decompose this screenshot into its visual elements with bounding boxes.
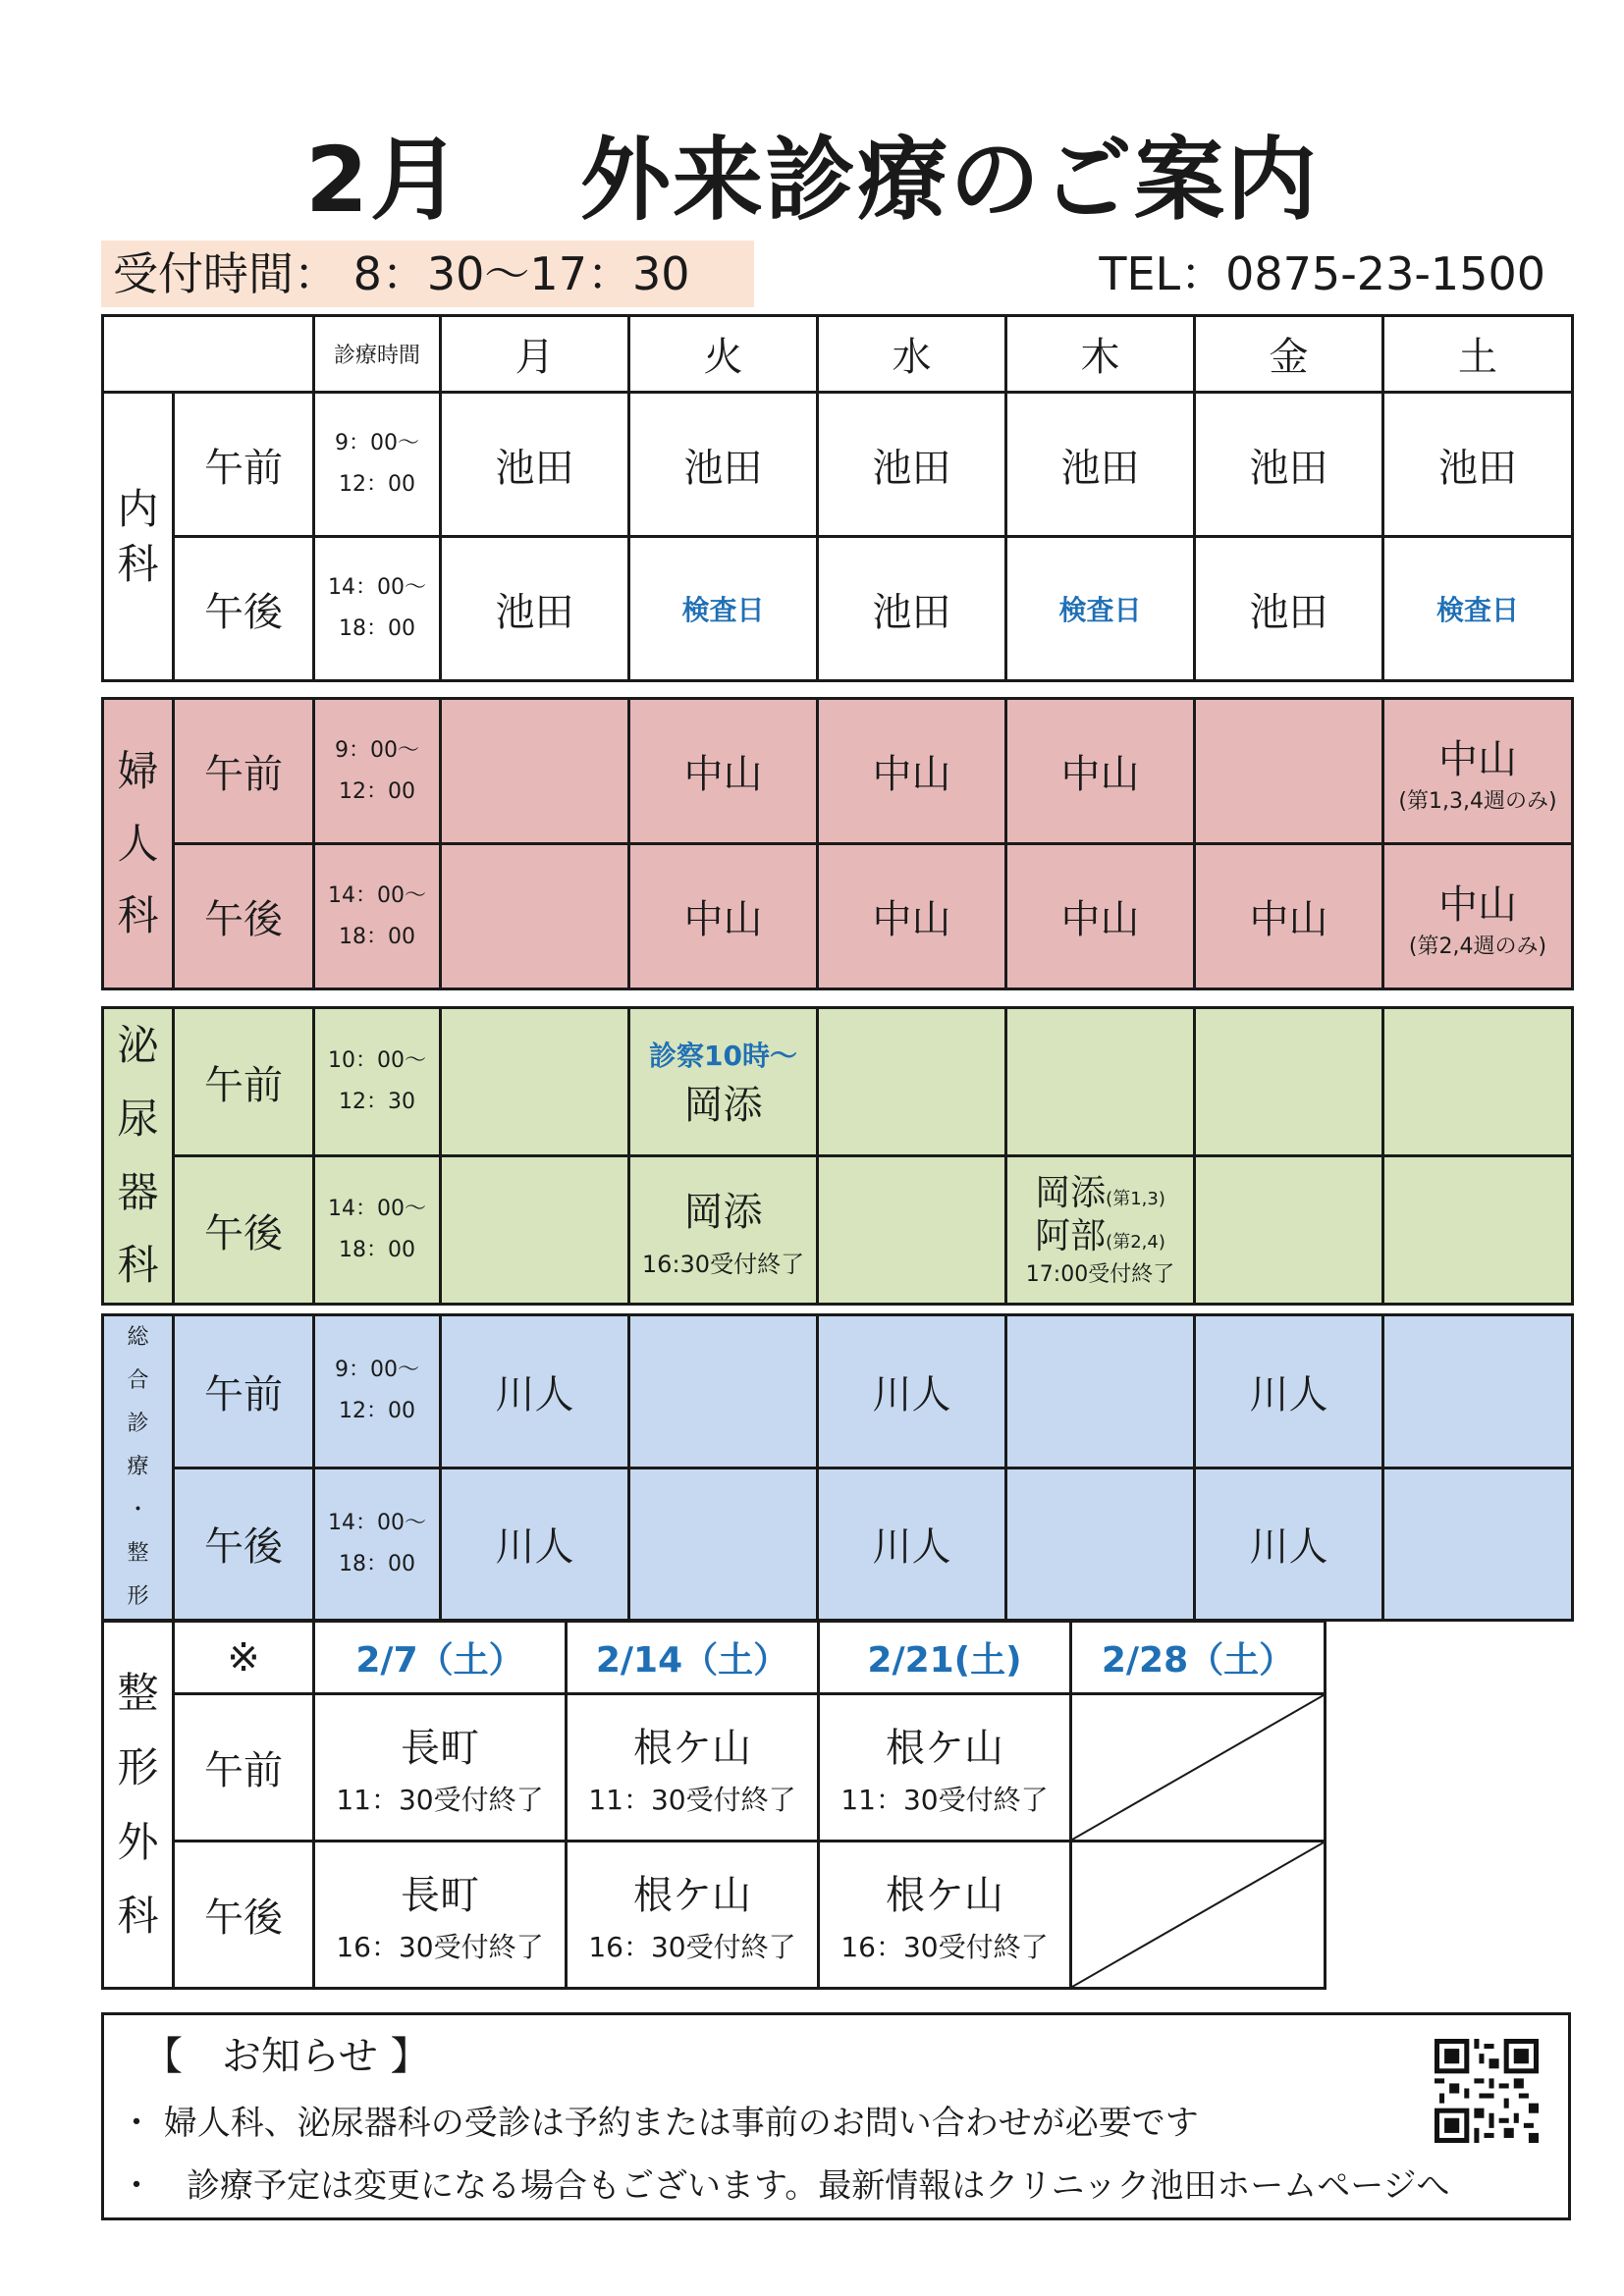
internal-pm-time: 14：00〜 18：00 xyxy=(314,537,441,681)
ortho-pm-2-end: 16：30受付終了 xyxy=(588,1931,796,1963)
gyn-pm-fri: 中山 xyxy=(1195,844,1383,989)
uro-pm-thu-note1: (第1,3) xyxy=(1106,1189,1165,1210)
internal-am-tue: 池田 xyxy=(629,393,818,537)
uro-am-fri xyxy=(1195,1008,1383,1156)
uro-pm-tue-note: 16:30受付終了 xyxy=(641,1251,805,1278)
uro-pm-time: 14：00〜 18：00 xyxy=(314,1156,441,1305)
notice-box xyxy=(101,2012,1571,2220)
ortho-pm-1 xyxy=(314,1842,567,1989)
general-am-time: 9：00〜 12：00 xyxy=(314,1315,441,1468)
slot-pm: 午後 xyxy=(174,1842,314,1989)
notice-line-2: ・ 診療予定は変更になる場合もございます。最新情報はクリニック池田ホームページへ xyxy=(120,2166,1450,2206)
ortho-pm-3-doc: 根ケ山 xyxy=(886,1873,1003,1918)
notice-line-1: ・ 婦人科、泌尿器科の受診は予約または事前のお問い合わせが必要です xyxy=(120,2104,1199,2143)
gynecology-table xyxy=(101,697,1574,990)
gyn-pm-sat xyxy=(1383,844,1573,989)
general-pm-row xyxy=(103,1468,1573,1621)
general-pm-mon: 川人 xyxy=(441,1468,629,1621)
gyn-am-sat xyxy=(1383,699,1573,844)
uro-pm-thu xyxy=(1006,1156,1195,1305)
day-wed: 水 xyxy=(818,316,1006,393)
gyn-pm-mon xyxy=(441,844,629,989)
diagonal-slash xyxy=(1072,1842,1324,1987)
ortho-mark: ※ xyxy=(174,1622,314,1694)
gyn-dept: 婦 人 科 xyxy=(103,699,174,989)
gyn-pm-tue: 中山 xyxy=(629,844,818,989)
general-pm-sat xyxy=(1383,1468,1573,1621)
page-title xyxy=(0,108,1624,238)
ortho-am-2 xyxy=(567,1694,819,1842)
slot-am: 午前 xyxy=(174,393,314,537)
ortho-pm-3 xyxy=(819,1842,1071,1989)
general-table xyxy=(101,1313,1574,1622)
ortho-date-3: 2/21(土) xyxy=(819,1622,1071,1694)
day-fri: 金 xyxy=(1195,316,1383,393)
title-month: 2月 xyxy=(304,128,462,233)
slot-am: 午前 xyxy=(174,1315,314,1468)
ortho-am-2-end: 11：30受付終了 xyxy=(588,1784,796,1816)
uro-pm-thu-end: 17:00受付終了 xyxy=(1025,1261,1175,1287)
uro-am-row xyxy=(103,1008,1573,1156)
general-am-thu xyxy=(1006,1315,1195,1468)
ortho-pm-2 xyxy=(567,1842,819,1989)
general-dept: 総 合 診 療 ・ 整 形 xyxy=(103,1315,174,1621)
internal-pm-mon: 池田 xyxy=(441,537,629,681)
internal-pm-wed: 池田 xyxy=(818,537,1006,681)
qr-code-icon[interactable] xyxy=(1435,2039,1539,2143)
uro-am-tue-note: 診察10時〜 xyxy=(649,1039,797,1072)
internal-am-row xyxy=(103,393,1573,537)
gyn-pm-time: 14：00〜 18：00 xyxy=(314,844,441,989)
internal-pm-fri: 池田 xyxy=(1195,537,1383,681)
internal-pm-row xyxy=(103,537,1573,681)
ortho-am-3 xyxy=(819,1694,1071,1842)
ortho-header-row xyxy=(103,1622,1326,1694)
orthopedic-table xyxy=(101,1620,1326,1990)
general-am-sat xyxy=(1383,1315,1573,1468)
ortho-pm-4-closed xyxy=(1071,1842,1326,1989)
day-thu: 木 xyxy=(1006,316,1195,393)
internal-am-mon: 池田 xyxy=(441,393,629,537)
uro-pm-wed xyxy=(818,1156,1006,1305)
general-am-fri: 川人 xyxy=(1195,1315,1383,1468)
ortho-am-3-doc: 根ケ山 xyxy=(886,1726,1003,1771)
uro-am-time: 10：00〜 12：30 xyxy=(314,1008,441,1156)
gyn-pm-sat-doc: 中山 xyxy=(1438,881,1517,928)
urology-table xyxy=(101,1006,1574,1306)
gyn-am-sat-note: (第1,3,4週のみ) xyxy=(1398,788,1557,814)
general-pm-thu xyxy=(1006,1468,1195,1621)
internal-am-wed: 池田 xyxy=(818,393,1006,537)
ortho-am-1 xyxy=(314,1694,567,1842)
header-row xyxy=(103,316,1573,393)
general-pm-time: 14：00〜 18：00 xyxy=(314,1468,441,1621)
uro-pm-tue xyxy=(629,1156,818,1305)
slot-pm: 午後 xyxy=(174,844,314,989)
uro-dept: 泌 尿 器 科 xyxy=(103,1008,174,1305)
gyn-pm-sat-note: (第2,4週のみ) xyxy=(1408,934,1547,959)
ortho-pm-2-doc: 根ケ山 xyxy=(633,1873,751,1918)
ortho-am-row xyxy=(103,1694,1326,1842)
ortho-am-1-end: 11：30受付終了 xyxy=(336,1784,544,1816)
gyn-am-thu: 中山 xyxy=(1006,699,1195,844)
gyn-pm-row xyxy=(103,844,1573,989)
ortho-am-2-doc: 根ケ山 xyxy=(633,1726,751,1771)
general-pm-wed: 川人 xyxy=(818,1468,1006,1621)
slot-am: 午前 xyxy=(174,699,314,844)
gyn-am-tue: 中山 xyxy=(629,699,818,844)
gyn-pm-wed: 中山 xyxy=(818,844,1006,989)
uro-pm-fri xyxy=(1195,1156,1383,1305)
ortho-pm-3-end: 16：30受付終了 xyxy=(840,1931,1049,1963)
ortho-pm-1-doc: 長町 xyxy=(401,1873,479,1918)
slot-pm: 午後 xyxy=(174,537,314,681)
uro-am-sat xyxy=(1383,1008,1573,1156)
uro-pm-sat xyxy=(1383,1156,1573,1305)
internal-pm-tue: 検査日 xyxy=(629,537,818,681)
slot-am: 午前 xyxy=(174,1008,314,1156)
ortho-pm-1-end: 16：30受付終了 xyxy=(336,1931,544,1963)
general-pm-tue xyxy=(629,1468,818,1621)
uro-am-tue-doc: 岡添 xyxy=(683,1082,763,1128)
ortho-am-3-end: 11：30受付終了 xyxy=(840,1784,1049,1816)
day-tue: 火 xyxy=(629,316,818,393)
slot-pm: 午後 xyxy=(174,1156,314,1305)
day-sat: 土 xyxy=(1383,316,1573,393)
internal-pm-thu: 検査日 xyxy=(1006,537,1195,681)
ortho-date-4: 2/28（土） xyxy=(1071,1622,1326,1694)
uro-pm-thu-doc2: 阿部 xyxy=(1035,1215,1107,1256)
notice-title: 【 お知らせ 】 xyxy=(143,2034,430,2079)
gyn-am-sat-doc: 中山 xyxy=(1438,736,1517,782)
ortho-am-4-closed xyxy=(1071,1694,1326,1842)
uro-am-mon xyxy=(441,1008,629,1156)
uro-pm-mon xyxy=(441,1156,629,1305)
uro-am-thu xyxy=(1006,1008,1195,1156)
ortho-date-1: 2/7（土） xyxy=(314,1622,567,1694)
general-am-row xyxy=(103,1315,1573,1468)
time-header: 診療時間 xyxy=(314,316,441,393)
gyn-am-wed: 中山 xyxy=(818,699,1006,844)
internal-medicine-table xyxy=(101,314,1574,682)
reception-hours: 受付時間： 8：30〜17：30 xyxy=(101,240,754,307)
uro-am-wed xyxy=(818,1008,1006,1156)
day-mon: 月 xyxy=(441,316,629,393)
uro-am-tue xyxy=(629,1008,818,1156)
uro-pm-thu-note2: (第2,4) xyxy=(1106,1231,1165,1253)
ortho-dept: 整 形 外 科 xyxy=(103,1622,174,1989)
ortho-pm-row xyxy=(103,1842,1326,1989)
slot-pm: 午後 xyxy=(174,1468,314,1621)
uro-pm-thu-doc1: 岡添 xyxy=(1035,1173,1107,1214)
general-am-mon: 川人 xyxy=(441,1315,629,1468)
internal-am-sat: 池田 xyxy=(1383,393,1573,537)
ortho-date-2: 2/14（土） xyxy=(567,1622,819,1694)
gyn-am-row xyxy=(103,699,1573,844)
slot-am: 午前 xyxy=(174,1694,314,1842)
telephone: TEL：0875-23-1500 xyxy=(1099,247,1545,300)
general-am-tue xyxy=(629,1315,818,1468)
diagonal-slash xyxy=(1072,1695,1324,1840)
internal-pm-sat: 検査日 xyxy=(1383,537,1573,681)
general-pm-fri: 川人 xyxy=(1195,1468,1383,1621)
gyn-pm-thu: 中山 xyxy=(1006,844,1195,989)
uro-pm-tue-doc: 岡添 xyxy=(683,1190,763,1235)
internal-am-time: 9：00〜 12：00 xyxy=(314,393,441,537)
internal-am-fri: 池田 xyxy=(1195,393,1383,537)
general-am-wed: 川人 xyxy=(818,1315,1006,1468)
title-main: 外来診療のご案内 xyxy=(580,128,1320,233)
header-blank xyxy=(103,316,314,393)
ortho-am-1-doc: 長町 xyxy=(401,1726,479,1771)
uro-pm-row xyxy=(103,1156,1573,1305)
gyn-am-fri xyxy=(1195,699,1383,844)
internal-dept: 内 科 xyxy=(103,393,174,681)
gyn-am-mon xyxy=(441,699,629,844)
internal-am-thu: 池田 xyxy=(1006,393,1195,537)
gyn-am-time: 9：00〜 12：00 xyxy=(314,699,441,844)
